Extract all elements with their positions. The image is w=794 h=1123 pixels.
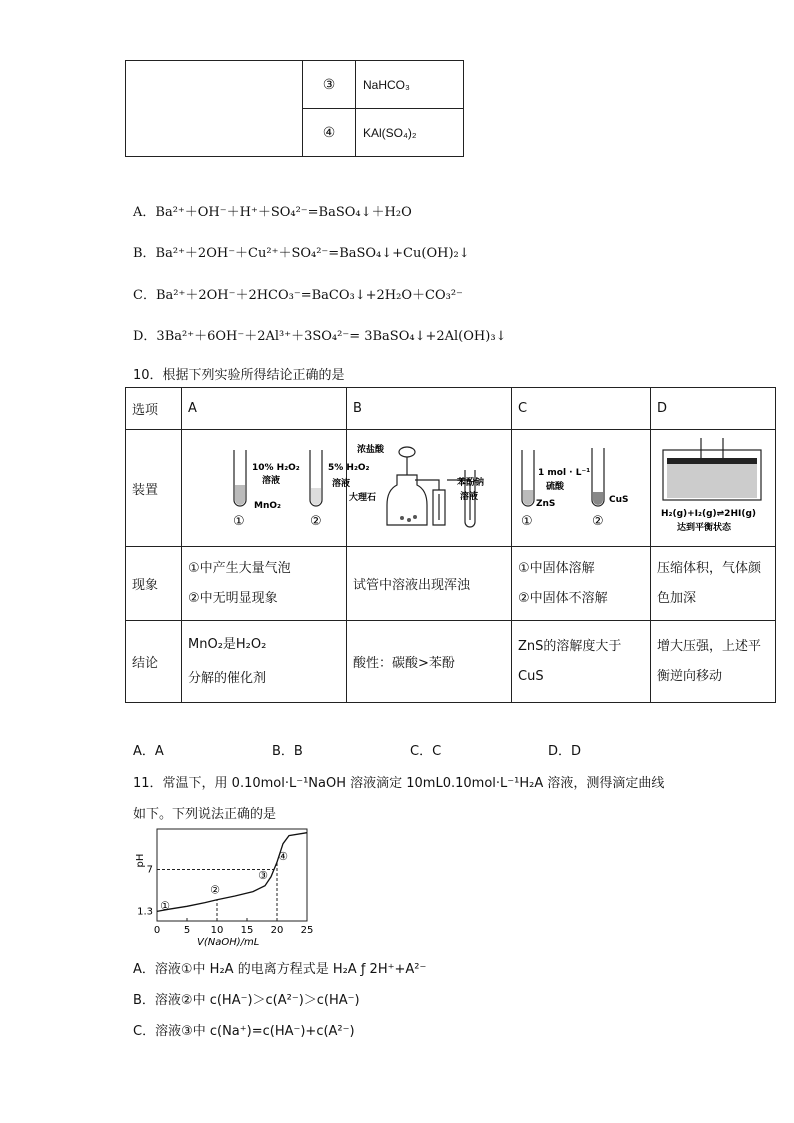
conclusion-d [651, 621, 776, 703]
x-tick-label: 25 [300, 925, 314, 936]
label-a1b: 溶液 [262, 476, 281, 486]
device-c-figure [512, 430, 650, 542]
label-n1: ① [233, 514, 245, 529]
label-n2: ② [592, 514, 604, 529]
q9-option-c: C．Ba²⁺＋2OH⁻＋2HCO₃⁻=BaCO₃↓+2H₂O＋CO₃²⁻ [133, 288, 463, 303]
label-d-eq: H₂(g)+I₂(g)⇌2HI(g) [661, 509, 756, 519]
device-d-figure [651, 430, 771, 542]
conclusion-a [182, 621, 347, 703]
answer-b: B．B [272, 744, 303, 759]
answer-d: D．D [548, 744, 582, 759]
label-c-acid: 硫酸 [546, 482, 565, 492]
device-b [347, 430, 512, 547]
row-num: ③ [303, 61, 356, 109]
label-c-zns: ZnS [536, 499, 556, 509]
label-b-phenol: 苯酚钠 [457, 478, 485, 488]
conclusion-c [512, 621, 651, 703]
device-d [651, 430, 776, 547]
q11-option-b: B．溶液②中 c(HA⁻)＞c(A²⁻)＞c(HA⁻) [133, 993, 360, 1008]
x-axis-label: V(NaOH)/mL [197, 937, 260, 948]
y-tick-label: 1.3 [137, 906, 153, 918]
row-label-device: 装置 [126, 430, 182, 547]
phenomenon-a-line1: ①中产生大量气泡 [188, 560, 291, 576]
phenomenon-d-line1: 压缩体积，气体颜 [657, 560, 762, 576]
phenomenon-c [512, 547, 651, 621]
phenomenon-d-line2: 色加深 [657, 590, 697, 606]
label-a1c: MnO₂ [254, 501, 281, 511]
q11-option-a: A．溶液①中 H₂A 的电离方程式是 H₂A ƒ 2H⁺+A²⁻ [133, 962, 427, 977]
phenomenon-b: 试管中溶液出现浑浊 [347, 547, 512, 621]
phenomenon-a [182, 547, 347, 621]
conclusion-a-line2: 分解的催化剂 [188, 670, 267, 686]
blank-cell [126, 61, 303, 157]
label-n2: ② [310, 514, 322, 529]
point-label: ② [210, 883, 220, 897]
answer-c: C．C [410, 744, 442, 759]
row-text: KAl(SO₄)₂ [356, 109, 464, 157]
device-b-figure [347, 430, 511, 542]
titration-curve [157, 833, 307, 912]
row-num: ④ [303, 109, 356, 157]
phenomenon-d [651, 547, 776, 621]
point-label: ④ [278, 850, 288, 864]
label-b-marble: 大理石 [349, 493, 377, 503]
conclusion-d-line1: 增大压强，上述平 [657, 638, 762, 654]
x-tick-label: 5 [183, 925, 191, 936]
reagent-table [125, 60, 464, 157]
header-cell: D [651, 388, 776, 430]
x-tick-label: 15 [240, 925, 254, 936]
x-tick-label: 10 [210, 925, 224, 936]
label-a2b: 溶液 [332, 479, 351, 489]
q11-stem-line2: 如下。下列说法正确的是 [133, 807, 277, 822]
experiment-table [125, 387, 776, 703]
q9-option-d: D．3Ba²⁺＋6OH⁻＋2Al³⁺＋3SO₄²⁻= 3BaSO₄↓+2Al(OH)₃↓ [133, 329, 507, 344]
header-cell: B [347, 388, 512, 430]
label-d-state: 达到平衡状态 [677, 523, 732, 533]
label-c-conc: 1 mol · L⁻¹ [538, 468, 591, 478]
label-a2: 5% H₂O₂ [328, 463, 370, 473]
q9-option-b: B．Ba²⁺＋2OH⁻＋Cu²⁺＋SO₄²⁻=BaSO₄↓+Cu(OH)₂↓ [133, 246, 470, 261]
x-tick-label: 0 [153, 925, 161, 936]
conclusion-c-line1: ZnS的溶解度大于 [518, 638, 622, 654]
q11-option-c: C．溶液③中 c(Na⁺)=c(HA⁻)+c(A²⁻) [133, 1024, 355, 1039]
label-c-cus: CuS [609, 495, 629, 505]
x-tick-label: 20 [270, 925, 284, 936]
q9-option-a: A．Ba²⁺＋OH⁻＋H⁺＋SO₄²⁻=BaSO₄↓＋H₂O [133, 205, 412, 220]
phenomenon-c-line2: ②中固体不溶解 [518, 590, 608, 606]
answer-a: A．A [133, 744, 164, 759]
header-cell: A [182, 388, 347, 430]
conclusion-d-line2: 衡逆向移动 [657, 668, 723, 684]
phenomenon-a-line2: ②中无明显现象 [188, 590, 278, 606]
label-b-phenol2: 溶液 [460, 492, 479, 502]
q11-stem-line1: 11．常温下，用 0.10mol·L⁻¹NaOH 溶液滴定 10mL0.10mol·L⁻¹H₂A 溶液，测得滴定曲线 [133, 776, 665, 791]
label-a1: 10% H₂O₂ [252, 463, 300, 473]
y-axis-label: pH [135, 853, 146, 868]
header-cell: 选项 [126, 388, 182, 430]
header-cell: C [512, 388, 651, 430]
label-n1: ① [521, 514, 533, 529]
row-label-conclusion: 结论 [126, 621, 182, 703]
label-b-acid: 浓盐酸 [357, 445, 385, 455]
conclusion-c-line2: CuS [518, 668, 544, 684]
y-tick-label: 7 [146, 864, 153, 876]
row-text: NaHCO₃ [356, 61, 464, 109]
conclusion-a-line1: MnO₂是H₂O₂ [188, 636, 267, 652]
phenomenon-c-line1: ①中固体溶解 [518, 560, 595, 576]
conclusion-b: 酸性：碳酸>苯酚 [347, 621, 512, 703]
titration-chart [135, 826, 325, 950]
q10-stem: 10．根据下列实验所得结论正确的是 [133, 368, 345, 383]
point-label: ③ [258, 868, 268, 882]
device-c [512, 430, 651, 547]
point-label: ① [160, 899, 170, 913]
row-label-phenomenon: 现象 [126, 547, 182, 621]
